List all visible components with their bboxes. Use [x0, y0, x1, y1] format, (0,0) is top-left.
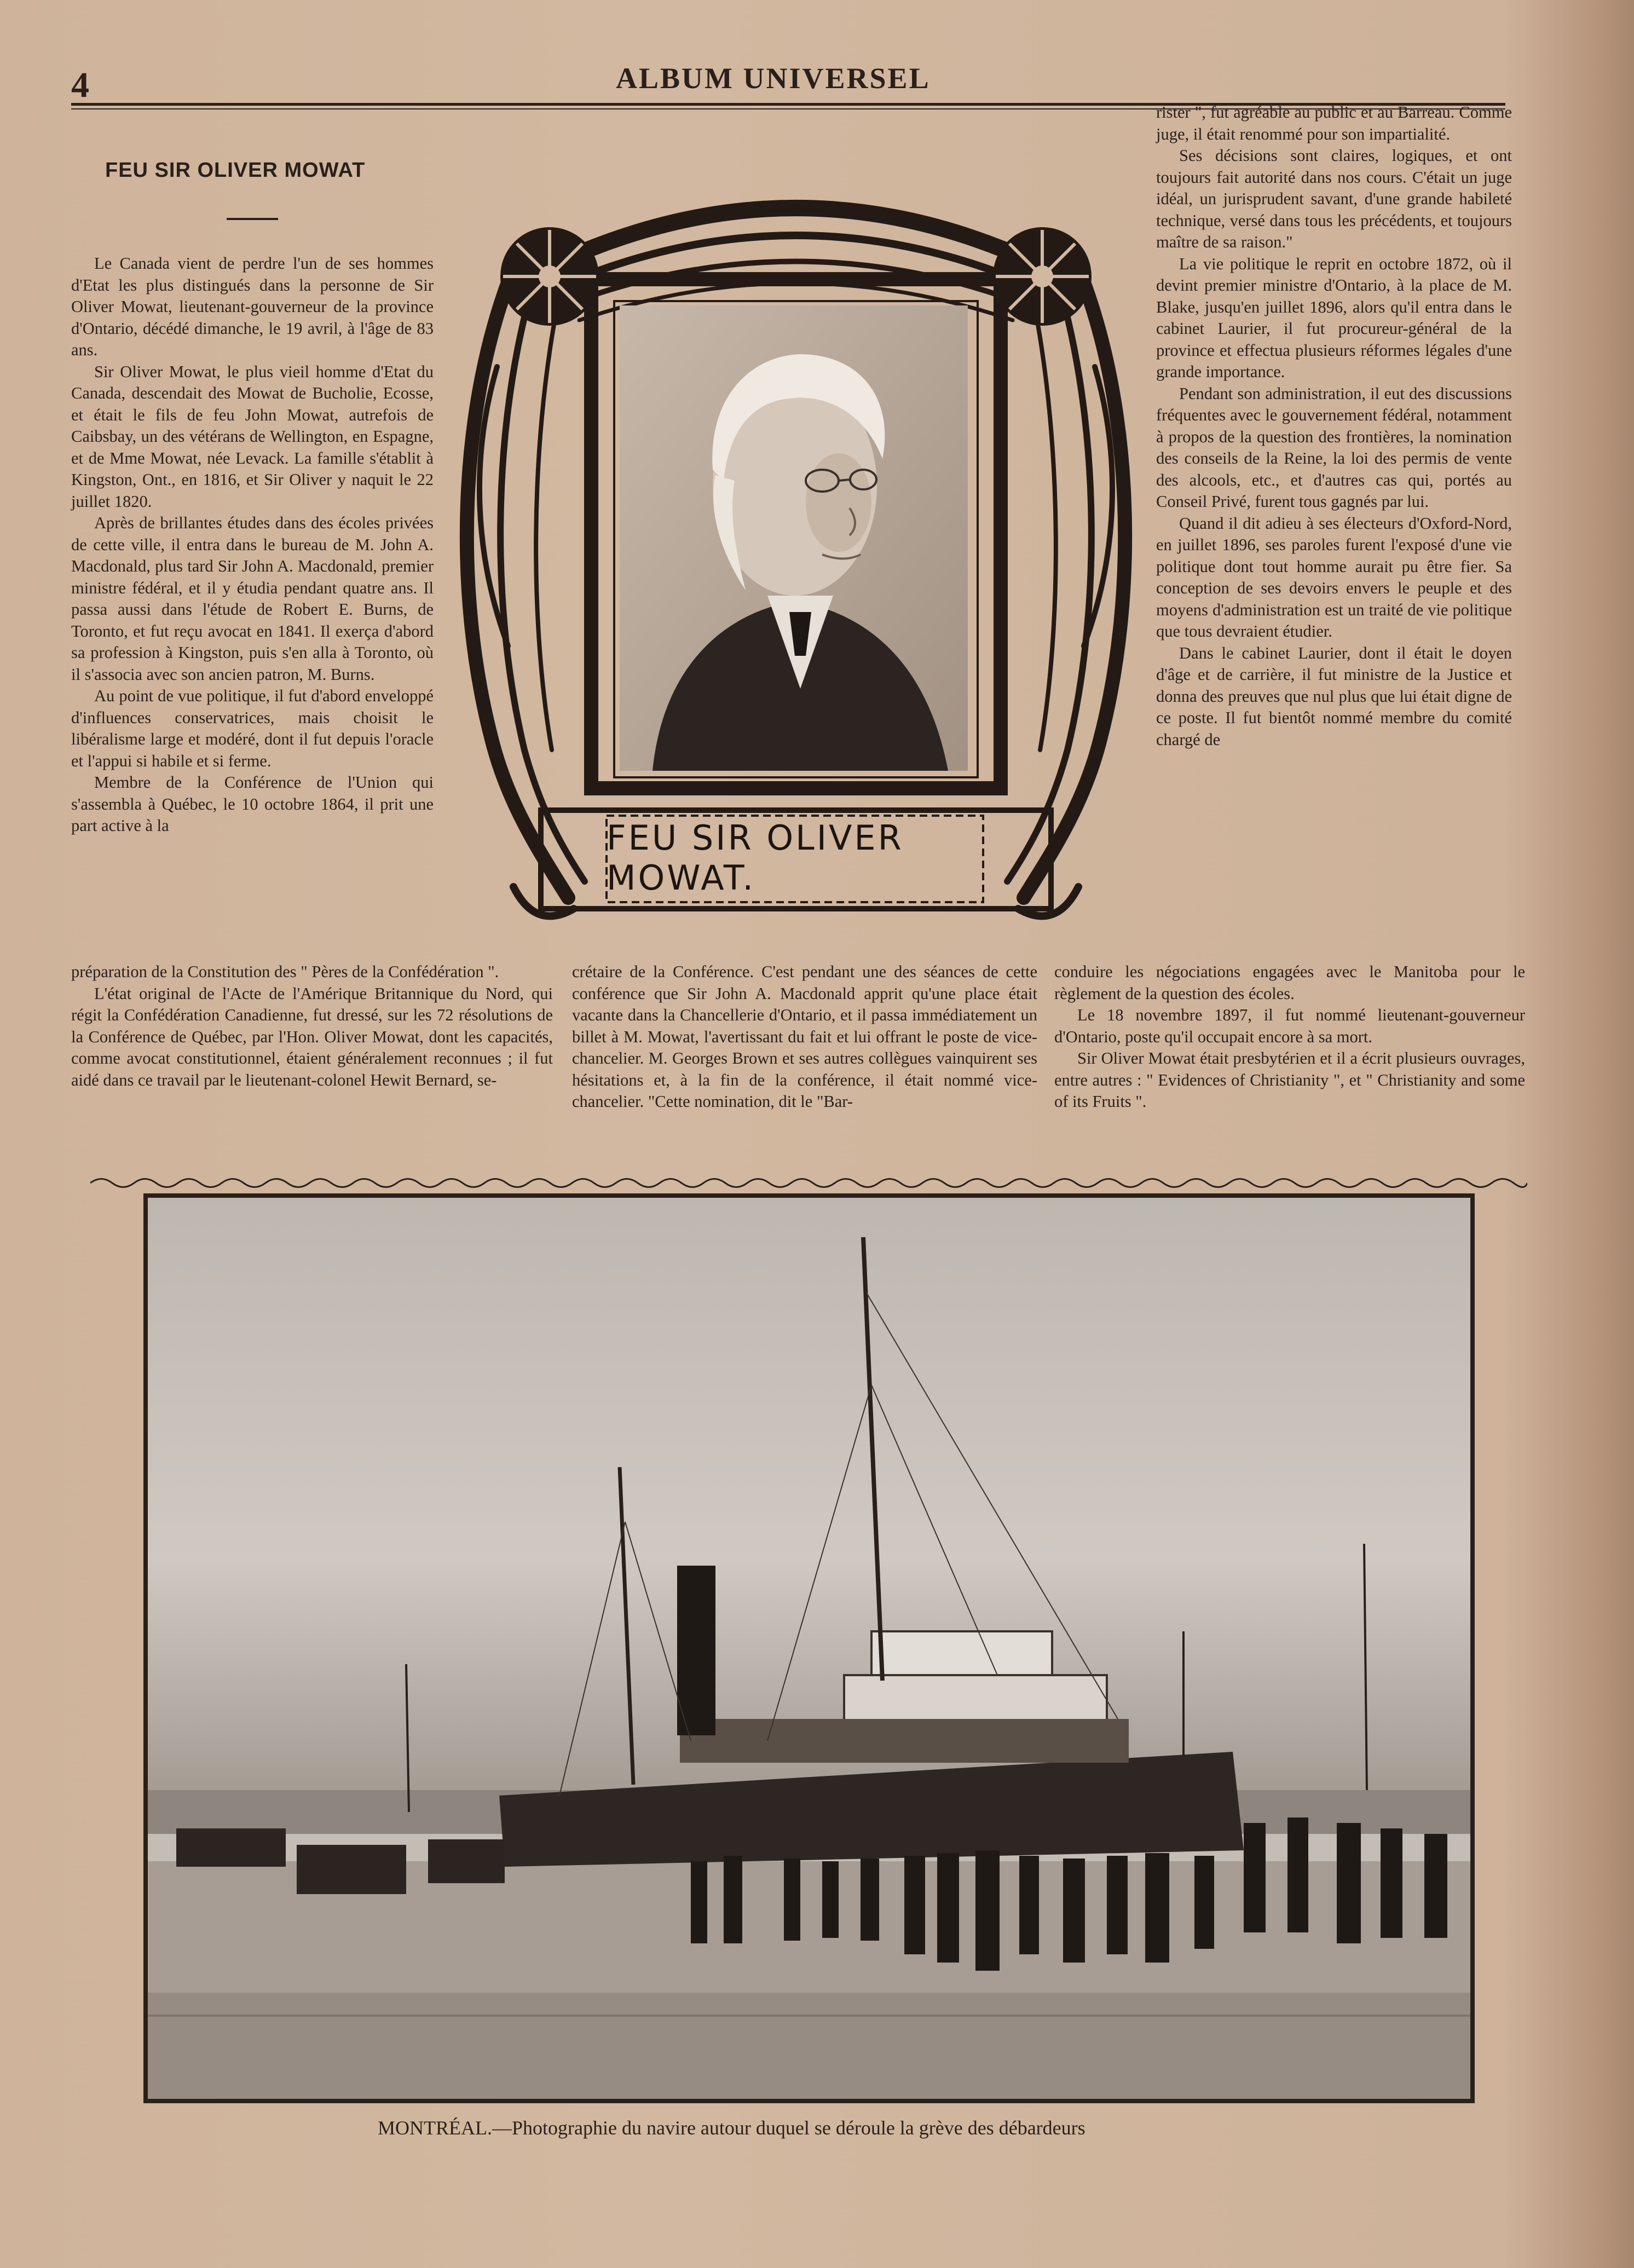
article-bottom-column-2: [572, 961, 1037, 1113]
paragraph: Le Canada vient de perdre l'un de ses hommes d'Etat les plus distingués dans la personne de Sir Oliver Mowat, lieutenant-gouverneur de la province d'Ontario, décédé dimanche, le 19 avril, à l'âge de 83 ans.: [71, 254, 434, 359]
article-bottom-column-3: [1054, 961, 1525, 1113]
paragraph: Pendant son administration, il eut des discussions fréquentes avec le gouvernement fédéral, notamment à propos de la question des frontières, la nomination des conseils de la Reine, la loi des permis de vente des alcools, etc., et d'autres cas qui, portés au Conseil Privé, furent tous gagnés par lui.: [1156, 384, 1512, 511]
paragraph: Au point de vue politique, il fut d'abord enveloppé d'influences conservatrices, mais choisit le libéralisme large et modéré, dont il fut depuis l'oracle et l'appui si habile et si ferme.: [71, 686, 434, 770]
ship-photograph: [143, 1193, 1475, 2103]
article-column-1: [71, 253, 434, 837]
paragraph: L'état original de l'Acte de l'Amérique Britannique du Nord, qui régit la Confédération Canadienne, fut dressé, sur les 72 résolutions de la Conférence de Québec, par l'Hon. Oliver Mowat, dont les capacités, comme avocat constitutionnel, étaient généralement reconnues ; il fut aidé dans ce travail par le lieutenant-colonel Hewit Bernard, se-: [71, 984, 553, 1089]
paragraph: crétaire de la Conférence. C'est pendant une des séances de cette conférence que Sir John A. Macdonald apprit qu'une place était vacante dans la Chancellerie d'Ontario, et il passa immédiatement un billet à M. Mowat, l'avertissant du fait et lui offrant le poste de vice-chancelier. M. Georges Brown et ses autres collègues vainquirent ses hésitations et, à la fin de la conférence, il était nommé vice-chancelier. "Cette nomination, dit le "Bar-: [572, 962, 1037, 1111]
article-column-3: [1156, 102, 1512, 751]
portrait-caption: FEU SIR OLIVER MOWAT.: [607, 818, 904, 898]
photo-caption: [378, 2116, 1086, 2139]
photo-caption-place: MONTRÉAL.: [378, 2117, 492, 2139]
masthead: ALBUM UNIVERSEL: [616, 62, 931, 95]
photo-caption-text: —Photographie du navire autour duquel se déroule la grève des débardeurs: [492, 2117, 1086, 2139]
article-bottom-column-1: [71, 961, 553, 1091]
paragraph: rister ", fut agréable au public et au Barreau. Comme juge, il était renommé pour son impartialité.: [1156, 103, 1512, 143]
paragraph: Après de brillantes études dans des écoles privées de cette ville, il entra dans le bureau de M. John A. Macdonald, plus tard Sir John A. Macdonald, premier ministre fédéral, et il y étudia pendant quatre ans. Il passa aussi dans l'étude de Robert E. Burns, de Toronto, et fut reçu avocat en 1841. Il exerça d'abord sa profession à Kingston, puis s'en alla à Toronto, où il s'associa avec son ancien patron, M. Burns.: [71, 513, 434, 684]
article-headline: FEU SIR OLIVER MOWAT: [105, 159, 366, 182]
headline-divider: [227, 218, 278, 220]
paragraph: Sir Oliver Mowat était presbytérien et il a écrit plusieurs ouvrages, entre autres : " Evidences of Christianity ", et " Christianity and some of its Fruits ".: [1054, 1049, 1525, 1111]
paragraph: Dans le cabinet Laurier, dont il était le doyen d'âge et de carrière, il fut ministre de la Justice et donna des preuves que nul plus que lui était digne de ce poste. Il fut bientôt nommé membre du comité chargé de: [1156, 643, 1512, 749]
paragraph: Quand il dit adieu à ses électeurs d'Oxford-Nord, en juillet 1896, ses paroles furent l'exposé d'une vie politique dont tout homme aurait pu être fier. Sa conception de ses devoirs envers le peuple et des moyens d'administration est un traité de vie politique que tous devraient étudier.: [1156, 513, 1512, 640]
paragraph: La vie politique le reprit en octobre 1872, où il devint premier ministre d'Ontario, à la place de M. Blake, jusqu'en juillet 1896, alors qu'il entra dans le cabinet Laurier, il fut procureur-général de la province et effectua plusieurs réformes légales d'une grande importance.: [1156, 254, 1512, 381]
paragraph: Ses décisions sont claires, logiques, et ont toujours fait autorité dans nos cours. C'était un juge idéal, un jurisprudent savant, d'une grande habileté technique, versé dans tous les précédents, et toujours maître de sa raison.": [1156, 146, 1512, 251]
section-divider: [90, 1175, 1527, 1191]
paragraph: Sir Oliver Mowat, le plus vieil homme d'Etat du Canada, descendait des Mowat de Bucholie, Ecosse, et était le fils de feu John Mowat, autrefois de Caibsbay, un des vétérans de Wellington, en Espagne, et de Mme Mowat, née Levack. La famille s'établit à Kingston, Ont., en 1816, et Sir Oliver y naquit le 22 juillet 1820.: [71, 362, 434, 511]
page-number: 4: [71, 65, 89, 105]
paragraph: préparation de la Constitution des " Pères de la Confédération ".: [71, 962, 499, 981]
oliver-mowat-portrait: [620, 305, 968, 771]
paragraph: Membre de la Conférence de l'Union qui s'assembla à Québec, le 10 octobre 1864, il prit une part active à la: [71, 773, 434, 835]
paragraph: conduire les négociations engagées avec le Manitoba pour le règlement de la question des écoles.: [1054, 962, 1525, 1003]
paragraph: Le 18 novembre 1897, il fut nommé lieutenant-gouverneur d'Ontario, poste qu'il occupait encore à sa mort.: [1054, 1006, 1525, 1046]
